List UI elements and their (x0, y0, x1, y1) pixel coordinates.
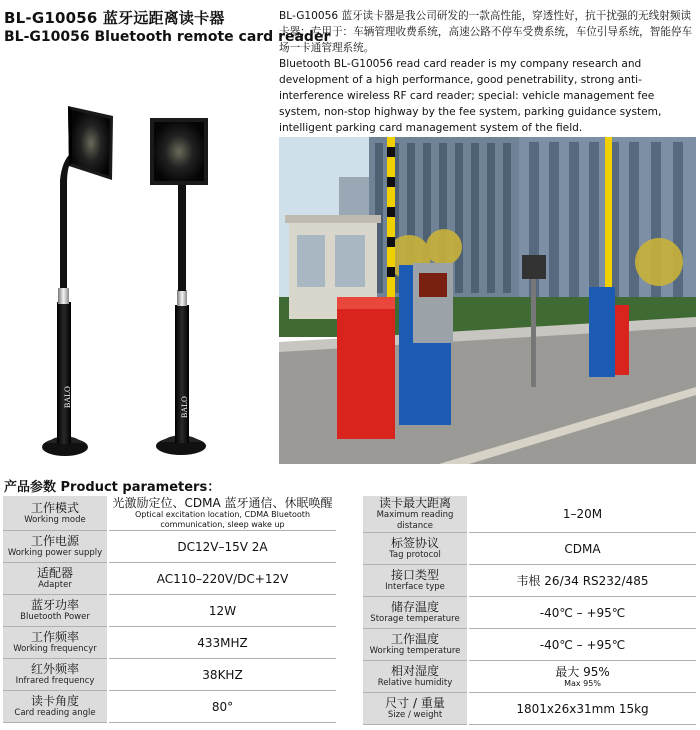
param-label (3, 563, 108, 595)
param-label-chinese: 工作电源 (30, 534, 79, 548)
param-value-main: 38KHZ (202, 667, 243, 682)
param-value (108, 531, 336, 563)
param-value-main: 12W (208, 603, 237, 618)
param-value-main: -40℃ – +95℃ (539, 637, 626, 652)
param-value-main: 433MHZ (197, 635, 248, 650)
param-label (3, 595, 108, 627)
param-label (3, 531, 108, 563)
param-label (363, 661, 468, 693)
param-row (3, 659, 336, 691)
param-row (3, 595, 336, 627)
param-row (3, 691, 336, 723)
param-label (363, 693, 468, 725)
param-value (108, 563, 336, 595)
param-value (108, 659, 336, 691)
param-value (468, 533, 696, 565)
param-label (3, 691, 108, 723)
param-value-main: 80° (211, 699, 234, 714)
param-label-english: Relative humidity (377, 678, 453, 688)
param-row (363, 693, 696, 725)
param-value-main: CDMA (564, 541, 601, 556)
parameters-table-left (3, 496, 336, 723)
param-value (108, 627, 336, 659)
reader-right (150, 118, 208, 455)
param-label-chinese: 工作模式 (30, 500, 79, 515)
param-label (363, 629, 468, 661)
param-value (468, 597, 696, 629)
product-parameters-heading: 产品参数 Product parameters： (4, 480, 221, 495)
param-row (3, 496, 336, 531)
param-value (108, 496, 336, 531)
param-label-english: Storage temperature (370, 614, 460, 624)
param-value-main: 1801x26x31mm 15kg (516, 701, 649, 716)
table-gap (336, 496, 363, 724)
param-label-chinese: 工作频率 (30, 630, 79, 644)
param-label-english: Working temperature (369, 646, 461, 656)
param-value (468, 565, 696, 597)
param-label-chinese: 接口类型 (390, 568, 439, 582)
param-value-main: -40℃ – +95℃ (539, 605, 626, 620)
parking-scene-photo (279, 137, 696, 464)
param-value-main: 光激励定位、CDMA 蓝牙通信、休眠唤醒 (112, 496, 333, 510)
param-label-english: Adapter (38, 580, 72, 590)
param-label (3, 496, 108, 531)
param-label-chinese: 标签协议 (390, 536, 439, 550)
description-english: Bluetooth BL-G10056 read card reader is my company research and development of a high performance, good penetrability, strong anti-interference wireless RF card reader; special: vehicle management fee system, non-stop highway by the fee system, parking guidance system, intelligent parking card management system of the field. (279, 58, 662, 134)
description-chinese: BL-G10056 蓝牙读卡器是我公司研发的一款高性能，穿透性好，抗干扰强的无线射频读卡器；专用于：车辆管理收费系统，高速公路不停车受费系统，车位引导系统，智能停车场一卡通管理系统。 (279, 10, 693, 54)
param-value-main: AC110–220V/DC+12V (156, 571, 289, 586)
param-label-chinese: 尺寸 / 重量 (385, 696, 445, 710)
param-label-english: Size / weight (387, 710, 443, 720)
param-row (3, 563, 336, 595)
param-label-chinese: 相对湿度 (390, 664, 439, 678)
param-row (363, 565, 696, 597)
param-row (363, 597, 696, 629)
title-chinese: BL-G10056 蓝牙远距离读卡器 (4, 9, 225, 27)
param-label-chinese: 红外频率 (30, 662, 79, 676)
param-label (363, 565, 468, 597)
param-value (468, 629, 696, 661)
reader-left (42, 106, 113, 456)
param-value-main: 最大 95% (555, 664, 610, 679)
param-value (468, 693, 696, 725)
brand-label-right: BALO (180, 396, 189, 418)
param-value (108, 595, 336, 627)
param-label-chinese: 储存温度 (390, 600, 439, 614)
param-label-english: Bluetooth Power (20, 612, 90, 622)
param-label (363, 533, 468, 565)
param-value-sub: Optical excitation location, CDMA Bluetooth communication, sleep wake up (134, 510, 311, 529)
param-label-chinese: 适配器 (36, 566, 73, 580)
param-row (363, 496, 696, 533)
brand-label-left: BALO (63, 386, 72, 408)
param-row (363, 533, 696, 565)
param-label-chinese: 工作温度 (390, 632, 439, 646)
param-label-english: Working power supply (7, 548, 103, 558)
param-label-english: Card reading angle (14, 708, 96, 718)
param-label-english: Tag protocol (389, 550, 441, 560)
param-label-chinese: 蓝牙功率 (30, 598, 79, 612)
param-label-chinese: 读卡最大距离 (378, 496, 451, 510)
param-value-main: DC12V–15V 2A (177, 539, 268, 554)
param-row (363, 661, 696, 693)
param-value (468, 496, 696, 533)
param-value-sub: Max 95% (564, 678, 601, 688)
param-value (108, 691, 336, 723)
param-label-english: Interface type (385, 582, 445, 592)
product-description (279, 8, 696, 136)
parameters-table-right (363, 496, 696, 725)
param-label-english: Working mode (24, 514, 86, 525)
param-label-english: Working frequencyr (13, 644, 97, 654)
param-value-main: 韦根 26/34 RS232/485 (516, 573, 649, 588)
param-label-english: Maximum reading distance (376, 510, 454, 531)
param-label-chinese: 读卡角度 (30, 694, 79, 708)
param-value-main: 1–20M (562, 507, 603, 521)
param-label (3, 659, 108, 691)
param-row (363, 629, 696, 661)
param-label-english: Infrared frequency (15, 676, 95, 686)
param-label (3, 627, 108, 659)
param-row (3, 627, 336, 659)
title-english: BL-G10056 Bluetooth remote card reader (4, 29, 331, 45)
param-label (363, 597, 468, 629)
param-row (3, 531, 336, 563)
param-value (468, 661, 696, 693)
param-label (363, 496, 468, 533)
product-image (0, 90, 270, 465)
